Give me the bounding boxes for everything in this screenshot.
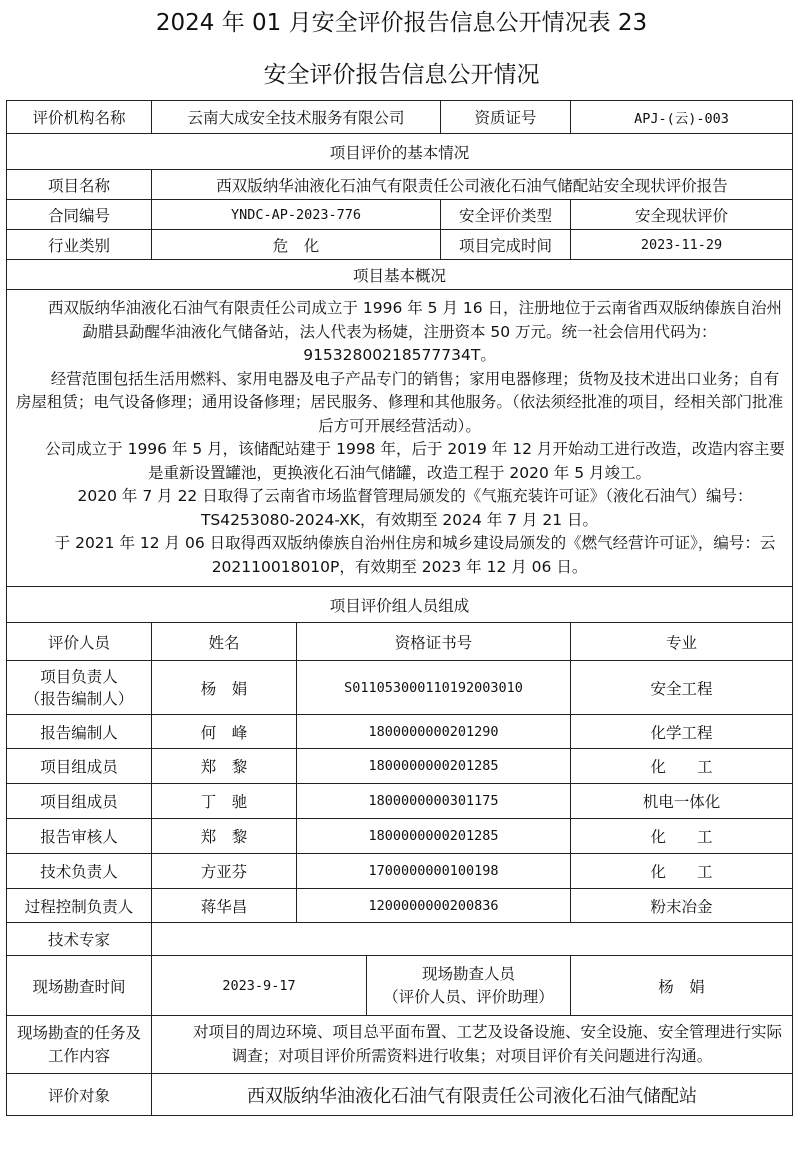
eval-object-value: 西双版纳华油液化石油气有限责任公司液化石油气储配站 [152,1074,793,1116]
overview-section-header: 项目基本概况 [7,260,793,290]
document-title: 2024 年 01 月安全评价报告信息公开情况表 23 [155,10,648,36]
cert-value: APJ-(云)-003 [571,101,793,134]
expert-label: 技术专家 [7,923,152,956]
overview-text [7,290,793,587]
team-major: 化 工 [571,749,793,784]
site-staff-label-line1: 现场勘查人员 [422,964,516,983]
team-cert: 1800000000301175 [297,784,571,819]
eval-object-label: 评价对象 [7,1074,152,1116]
team-col-name: 姓名 [152,623,297,661]
site-time-value: 2023-9-17 [152,956,367,1016]
site-task-text: 对项目的周边环境、项目总平面布置、工艺及设备设施、安全设施、安全管理进行实际调查；对项目评价所需资料进行收集；对项目评价有关问题进行沟通。 [193,1023,783,1065]
team-major: 化 工 [571,819,793,854]
cert-label: 资质证号 [441,101,571,134]
team-role: 报告编制人 [7,715,152,749]
overview-paragraph: 经营范围包括生活用燃料、家用电器及电子产品专门的销售；家用电器修理；货物及技术进出口业务；自有房屋租赁；电气设备修理；通用设备修理；居民服务、修理和其他服务。（依法须经批准的项目，经相关部门批准后方可开展经营活动）。 [15,369,784,435]
project-name-label: 项目名称 [7,170,152,200]
team-name: 郑 黎 [152,749,297,784]
team-section-header: 项目评价组人员组成 [7,587,793,623]
table-row [7,661,793,715]
overview-paragraph: 西双版纳华油液化石油气有限责任公司成立于 1996 年 5 月 16 日，注册地位于云南省西双版纳傣族自治州勐腊县勐醒华油液化气储备站，法人代表为杨婕，注册资本 50 万元。统一社会信用代码为：91532800218577734T。 [47,299,783,364]
contract-label: 合同编号 [7,200,152,230]
table-row [7,889,793,923]
finish-time-label: 项目完成时间 [441,230,571,260]
industry-label: 行业类别 [7,230,152,260]
team-name: 方亚芬 [152,854,297,889]
org-value: 云南大成安全技术服务有限公司 [152,101,441,134]
overview-paragraph: 2020 年 7 月 22 日取得了云南省市场监督管理局颁发的《气瓶充装许可证》（液化石油气）编号：TS4253080-2024-XK，有效期至 2024 年 7 月 21 日。 [77,487,753,529]
site-staff-value: 杨 娟 [571,956,793,1016]
team-cert: S011053000110192003010 [297,661,571,715]
team-role: 过程控制负责人 [7,889,152,923]
team-col-major: 专业 [571,623,793,661]
team-cert: 1700000000100198 [297,854,571,889]
disclosure-table [6,100,793,1116]
project-name-value: 西双版纳华油液化石油气有限责任公司液化石油气储配站安全现状评价报告 [152,170,793,200]
site-task-value [152,1016,793,1074]
site-time-label: 现场勘查时间 [7,956,152,1016]
team-cert: 1800000000201285 [297,749,571,784]
eval-type-value: 安全现状评价 [571,200,793,230]
finish-time-value: 2023-11-29 [571,230,793,260]
overview-paragraph: 于 2021 年 12 月 06 日取得西双版纳傣族自治州住房和城乡建设局颁发的《燃气经营许可证》，编号：云 202110018010P，有效期至 2023 年 12 月 06 日。 [54,534,776,576]
team-name: 蒋华昌 [152,889,297,923]
site-staff-label-line2: （评价人员、评价助理） [383,987,554,1006]
table-row [7,819,793,854]
team-col-role: 评价人员 [7,623,152,661]
table-row [7,715,793,749]
team-role: 项目组成员 [7,784,152,819]
team-cert: 1200000000200836 [297,889,571,923]
team-name: 丁 驰 [152,784,297,819]
team-name: 何 峰 [152,715,297,749]
site-task-label: 现场勘查的任务及工作内容 [7,1016,152,1074]
expert-value [152,923,793,956]
team-major: 安全工程 [571,661,793,715]
team-major: 化学工程 [571,715,793,749]
table-row [7,749,793,784]
team-name: 郑 黎 [152,819,297,854]
contract-value: YNDC-AP-2023-776 [152,200,441,230]
team-cert: 1800000000201285 [297,819,571,854]
overview-paragraph: 公司成立于 1996 年 5 月，该储配站建于 1998 年，后于 2019 年 12 月开始动工进行改造，改造内容主要是重新设置罐池，更换液化石油气储罐，改造工程于 2020 年 5 月竣工。 [45,440,785,482]
team-role: 报告审核人 [7,819,152,854]
table-row [7,854,793,889]
basic-section-header: 项目评价的基本情况 [7,134,793,170]
document-subtitle: 安全评价报告信息公开情况 [263,62,540,88]
site-staff-label [367,956,571,1016]
eval-type-label: 安全评价类型 [441,200,571,230]
team-role: 项目负责人 （报告编制人） [7,661,152,715]
team-major: 粉末冶金 [571,889,793,923]
team-cert: 1800000000201290 [297,715,571,749]
industry-value: 危 化 [152,230,441,260]
team-role: 技术负责人 [7,854,152,889]
team-name: 杨 娟 [152,661,297,715]
table-row [7,784,793,819]
team-role: 项目组成员 [7,749,152,784]
team-major: 化 工 [571,854,793,889]
org-label: 评价机构名称 [7,101,152,134]
team-col-cert: 资格证书号 [297,623,571,661]
team-major: 机电一体化 [571,784,793,819]
